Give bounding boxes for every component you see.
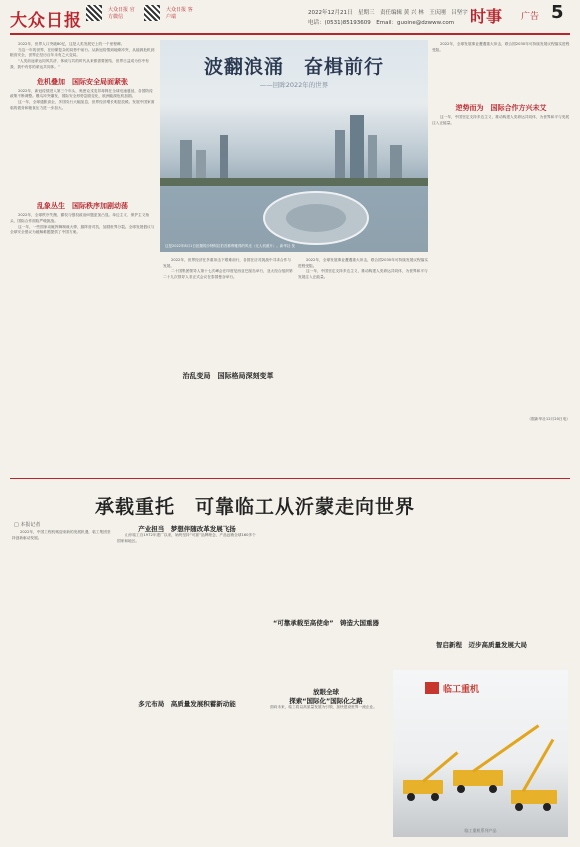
right-column [432, 42, 570, 423]
ad-caption: 临工重机系列产品 [464, 828, 497, 833]
paragraph: 这一年，一些国家动辄挥舞制裁大棒，搞阵营对抗，加剧世界分裂。全球发展倡议与全球安全倡议为破解难题提供了中国方案。 [10, 224, 155, 235]
lead-paragraph: 2022年，世界人口突破80亿，这是人类发展史上的一个里程碑。 [18, 42, 125, 46]
wheel-icon [407, 793, 415, 801]
aerial-platform-icon [511, 790, 557, 804]
page-header [0, 0, 580, 40]
bottom-column-4 [395, 640, 568, 649]
wheel-icon [489, 785, 497, 793]
subhead-mission: “可靠承载至高使命” 铸造大国重器 [272, 619, 380, 627]
ad-brand-name: 临工重机 [443, 685, 480, 695]
lingong-logo-icon [425, 682, 439, 694]
subhead-new-journey: 智启新程 迈步高质量发展大局 [436, 641, 527, 649]
city-skyline-illustration [160, 40, 428, 252]
source-note: （据新华社12月20日电） [527, 416, 570, 421]
section-divider [10, 478, 570, 479]
masthead-logo: 大众日报 [10, 11, 82, 31]
byline: □ 本报记者 [14, 522, 41, 528]
paragraph: 这一年，中国坚定支持多边主义，推动构建人类命运共同体，为世界和平与发展注入正能量。 [432, 115, 570, 126]
aerial-platform-arm [522, 739, 555, 792]
section-title: 时事 [470, 7, 503, 26]
paragraph: 2022年，中国工程机械迎来新的发展机遇，临工集团坚持创新驱动发展。 [12, 530, 111, 540]
subhead-order: 治乱变局 国际格局深刻变革 [182, 371, 274, 380]
bottom-column-2 [117, 524, 257, 708]
banner-title: 波翻浪涌 奋楫前行 [203, 56, 384, 78]
paragraph: 2022年，全球秩序失衡，霸权与强权政治问题更加凸显。单边主义、保护主义抬头，国际合作面临严峻挑战。 [10, 213, 150, 224]
qr-code-icon [86, 5, 102, 21]
paragraph: 2022年，世界经济在多重冲击下艰难前行，各国在应对挑战中寻求合作与发展。 [163, 258, 292, 268]
left-column [10, 42, 155, 236]
section-ad-label: 广告 [521, 12, 540, 22]
subhead-disorder: 乱象丛生 国际秩序加剧动荡 [37, 202, 128, 211]
qr-label: 大众日报 客户端 [166, 7, 193, 20]
wheel-icon [543, 803, 551, 811]
paragraph: 当这一年的世界，在纷繁复杂的局势中前行。从新冠疫情到地缘冲突，从能源危机到粮食安全，世界正经历百年未有之大变局。 [10, 47, 155, 58]
wheel-icon [431, 793, 439, 801]
qr-code-icon [144, 5, 160, 21]
paragraph: 二十国集团领导人第十七次峰会在印度尼西亚巴厘岛举行，亚太经合组织第二十九次领导人非正式会议在泰国曼谷举行。 [163, 269, 293, 280]
subhead-diversify: 多元布局 高质量发展积蓄新动能 [138, 700, 236, 709]
middle-column-1 [163, 258, 293, 383]
lingong-ad-photo [393, 670, 568, 837]
paragraph: 这一年，全球通胀高企，多国央行大幅加息，世界经济增长明显放缓。发展中国家面临的债务和粮食压力进一步加大。 [10, 99, 155, 110]
crane-truck-icon [453, 770, 503, 786]
bottom-column-1 [12, 530, 112, 541]
subhead-industry: 产业担当 梦想伴随改革发展飞扬 [138, 525, 236, 533]
issue-date-line: 2022年12月21日 星期三 责任编辑 黄 兴 林 王庆刚 吕坚宇 [308, 10, 468, 16]
banner-subtitle: ——回眸2022年的世界 [259, 81, 329, 89]
masthead-subtitle: 大众日报 官方微信 [108, 7, 135, 20]
paragraph: 2022年，全球发展事业遭遇重大冲击，联合国2030年可持续发展议程落实进程受阻。 [432, 42, 570, 52]
paragraph: 这一年，中国坚定支持多边主义，推动构建人类命运共同体，为世界和平与发展注入正能量。 [298, 269, 428, 280]
contact-line: 电话：(0531)85193609 Email：guoine@dzwww.com [308, 20, 455, 26]
subhead-cooperation: 逆势而为 国际合作方兴未艾 [455, 104, 547, 113]
paragraph: 2022年，新冠疫情进入第三个年头，奥密克戎变异毒株在全球迅速蔓延，各国防疫政策不断调整。俄乌冲突爆发，国际安全形势急剧变化，欧洲能源危机加剧。 [10, 88, 153, 99]
paragraph: 面向未来，临工将以高质量发展为引领，加快建设世界一流企业。 [270, 705, 377, 709]
paragraph: “人类前途命运同风共济、休戚与共的时代从来都需要团结，世界日益成为你中有我、我中有你的命运共同体。” [10, 59, 149, 69]
bottom-column-3 [262, 530, 390, 711]
wheel-icon [457, 785, 465, 793]
banner-caption: 这是2022年8月1日拍摄的沙特阿拉伯首都利雅得的风光（无人机照片）。新华社 发 [165, 244, 295, 248]
subhead-international: 探索“国际化”国际化之路 [289, 697, 363, 705]
page-number: 5 [551, 2, 564, 23]
feature-title: 承载重托 可靠临工从沂蒙走向世界 [95, 496, 416, 518]
header-rule [10, 33, 570, 35]
subhead-crisis: 危机叠加 国际安全局面紧张 [37, 77, 128, 86]
paragraph: 山东临工自1972年建厂以来，始终坚持“可靠”品牌理念，产品远销全球160多个国家和地区。 [117, 533, 256, 543]
wheel-icon [515, 803, 523, 811]
subhead-global: 放眼全球 [313, 688, 339, 696]
paragraph: 2022年，全球发展事业遭遇重大冲击，联合国2030年可持续发展议程落实进程受阻。 [298, 258, 429, 268]
middle-column-2 [298, 258, 428, 281]
banner-photo [160, 40, 428, 252]
crane-boom [472, 724, 539, 772]
